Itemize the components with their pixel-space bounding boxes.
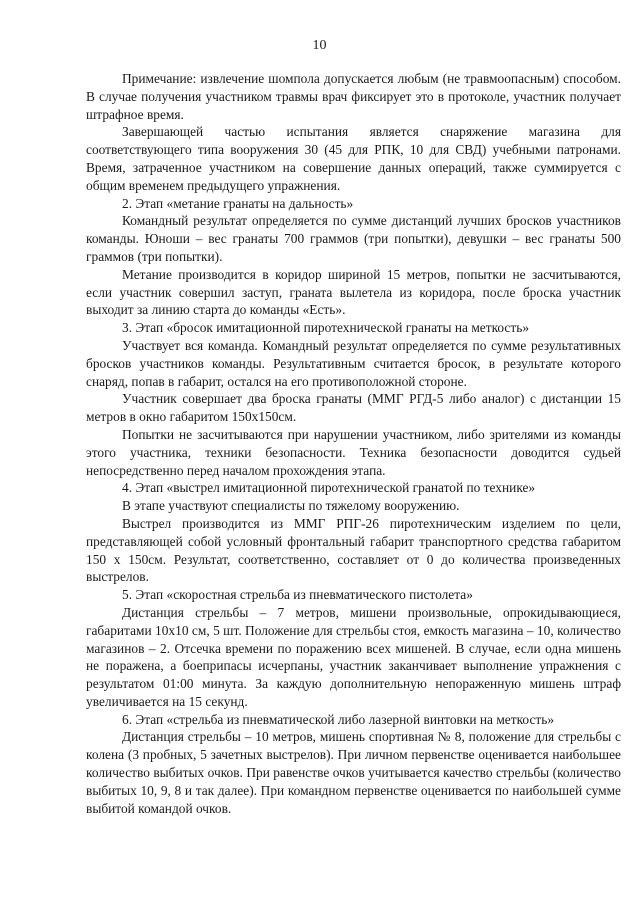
- page-number: 10: [312, 38, 327, 53]
- paragraph-stage-3-safety: Попытки не засчитываются при нарушении участником, либо зрителями из команды этого участника, техники безопасности. Техника безопасности доводится судьей непосредственно перед началом прохождения этапа.: [86, 426, 621, 478]
- paragraph-stage-4-shot: Выстрел производится из ММГ РПГ-26 пиротехническим изделием по цели, представляющей собой условный фронтальный габарит транспортного средства габаритом 150 х 150см. Результат, соответственно, составляет от 0 до количества произведенных выстрелов.: [86, 515, 621, 585]
- document-body: [86, 70, 621, 817]
- paragraph-stage-3-throws: Участник совершает два броска гранаты (ММГ РГД-5 либо аналог) с дистанции 15 метров в окно габаритом 150х150см.: [86, 391, 621, 425]
- paragraph-stage-3-result: Участвует вся команда. Командный результат определяется по сумме результативных бросков участников команды. Результативным считается бросок, в результате которого снаряд, попав в габарит, остался на его противоположной стороне.: [86, 337, 621, 389]
- stage-5-heading: 5. Этап «скоростная стрельба из пневматического пистолета»: [122, 587, 473, 603]
- paragraph-stage-2-result: Командный результат определяется по сумме дистанций лучших бросков участников команды. Юноши – вес гранаты 700 граммов (три попытки), девушки – вес гранаты 500 граммов (три попытки).: [86, 213, 621, 264]
- paragraph-stage-2-throwing: Метание производится в коридор шириной 15 метров, попытки не засчитываются, если участник совершил заступ, граната вылетела из коридора, после броска участник выходит за линию старта до команды «Есть».: [86, 266, 621, 318]
- stage-6-heading: 6. Этап «стрельба из пневматической либо лазерной винтовки на меткость»: [122, 711, 555, 727]
- paragraph-stage-5-rules: Дистанция стрельбы – 7 метров, мишени произвольные, опрокидывающиеся, габаритами 10х10 см, 5 шт. Положение для стрельбы стоя, емкость магазина – 10, количество магазинов – 2. Отсечка времени по поражению всех мишеней. В случае, если одна мишень не поражена, а боеприпасы исчерпаны, участник заканчивает выполнение упражнения с результатом 01:00 минута. За каждую дополнительную непораженную мишень штраф увеличивается на 15 секунд.: [86, 604, 621, 709]
- stage-3-heading: 3. Этап «бросок имитационной пиротехнической гранаты на меткость»: [122, 320, 530, 336]
- stage-4-heading: 4. Этап «выстрел имитационной пиротехнической гранатой по технике»: [122, 480, 536, 496]
- paragraph-stage-6-rules: Дистанция стрельбы – 10 метров, мишень спортивная № 8, положение для стрельбы с колена (3 пробных, 5 зачетных выстрелов). При личном первенстве оценивается наибольшее количество выбитых очков. При равенстве очков учитывается качество стрельбы (количество выбитых 10, 9, 8 и так далее). При командном первенстве оценивается по наибольшей сумме выбитой командой очков.: [86, 729, 621, 816]
- paragraph-magazine-loading: Завершающей частью испытания является снаряжение магазина для соответствующего типа вооружения 30 (45 для РПК, 10 для СВД) учебными патронами. Время, затраченное участником на совершение данных операций, также суммируется с общим временем предыдущего упражнения.: [86, 124, 621, 193]
- stage-2-heading: 2. Этап «метание гранаты на дальность»: [122, 195, 354, 211]
- paragraph-note-ramrod: Примечание: извлечение шомпола допускается любым (не травмоопасным) способом. В случае получения участником травмы врач фиксирует это в протоколе, участник получает штрафное время.: [86, 71, 621, 122]
- paragraph-stage-4-participants: В этапе участвуют специалисты по тяжелому вооружению.: [122, 498, 460, 514]
